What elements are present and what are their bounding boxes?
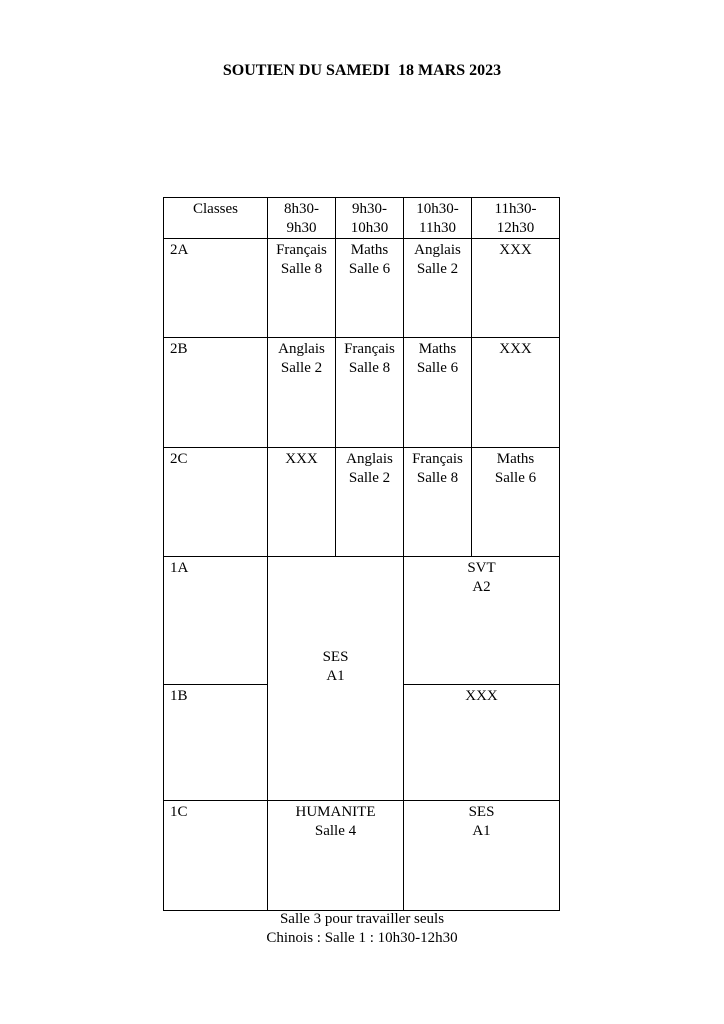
cell-1A-svt: SVT A2 <box>404 557 560 685</box>
cell-2A-slot-2: Maths Salle 6 <box>336 239 404 338</box>
class-label-1A: 1A <box>164 557 268 685</box>
row-2C <box>164 448 560 557</box>
cell-2A-slot-3: Anglais Salle 2 <box>404 239 472 338</box>
header-classes: Classes <box>164 198 268 239</box>
cell-1B-late: XXX <box>404 685 560 801</box>
row-1C <box>164 801 560 911</box>
cell-2A-slot-1: Français Salle 8 <box>268 239 336 338</box>
cell-2B-slot-1: Anglais Salle 2 <box>268 338 336 448</box>
class-label-1C: 1C <box>164 801 268 911</box>
header-slot-1: 8h30- 9h30 <box>268 198 336 239</box>
footer-notes <box>163 910 561 948</box>
header-slot-2: 9h30- 10h30 <box>336 198 404 239</box>
footer-line-1: Salle 3 pour travailler seuls <box>279 911 445 927</box>
cell-2B-slot-4: XXX <box>472 338 560 448</box>
row-2B <box>164 338 560 448</box>
class-label-2A: 2A <box>164 239 268 338</box>
cell-2B-slot-3: Maths Salle 6 <box>404 338 472 448</box>
cell-2C-slot-1: XXX <box>268 448 336 557</box>
row-1A <box>164 557 560 685</box>
cell-2C-slot-3: Français Salle 8 <box>404 448 472 557</box>
header-slot-4: 11h30- 12h30 <box>472 198 560 239</box>
page-title: SOUTIEN DU SAMEDI 18 MARS 2023 <box>222 62 502 79</box>
cell-1C-ses: SES A1 <box>404 801 560 911</box>
cell-2C-slot-4: Maths Salle 6 <box>472 448 560 557</box>
cell-2A-slot-4: XXX <box>472 239 560 338</box>
class-label-2C: 2C <box>164 448 268 557</box>
cell-2B-slot-2: Français Salle 8 <box>336 338 404 448</box>
cell-1C-humanite: HUMANITE Salle 4 <box>268 801 404 911</box>
footer-line-2: Chinois : Salle 1 : 10h30-12h30 <box>266 930 458 946</box>
cell-2C-slot-2: Anglais Salle 2 <box>336 448 404 557</box>
row-2A <box>164 239 560 338</box>
class-label-2B: 2B <box>164 338 268 448</box>
header-row <box>164 198 560 239</box>
class-label-1B: 1B <box>164 685 268 801</box>
schedule-table <box>163 197 560 911</box>
header-slot-3: 10h30- 11h30 <box>404 198 472 239</box>
cell-1A-1B-ses: SES A1 <box>268 557 404 801</box>
